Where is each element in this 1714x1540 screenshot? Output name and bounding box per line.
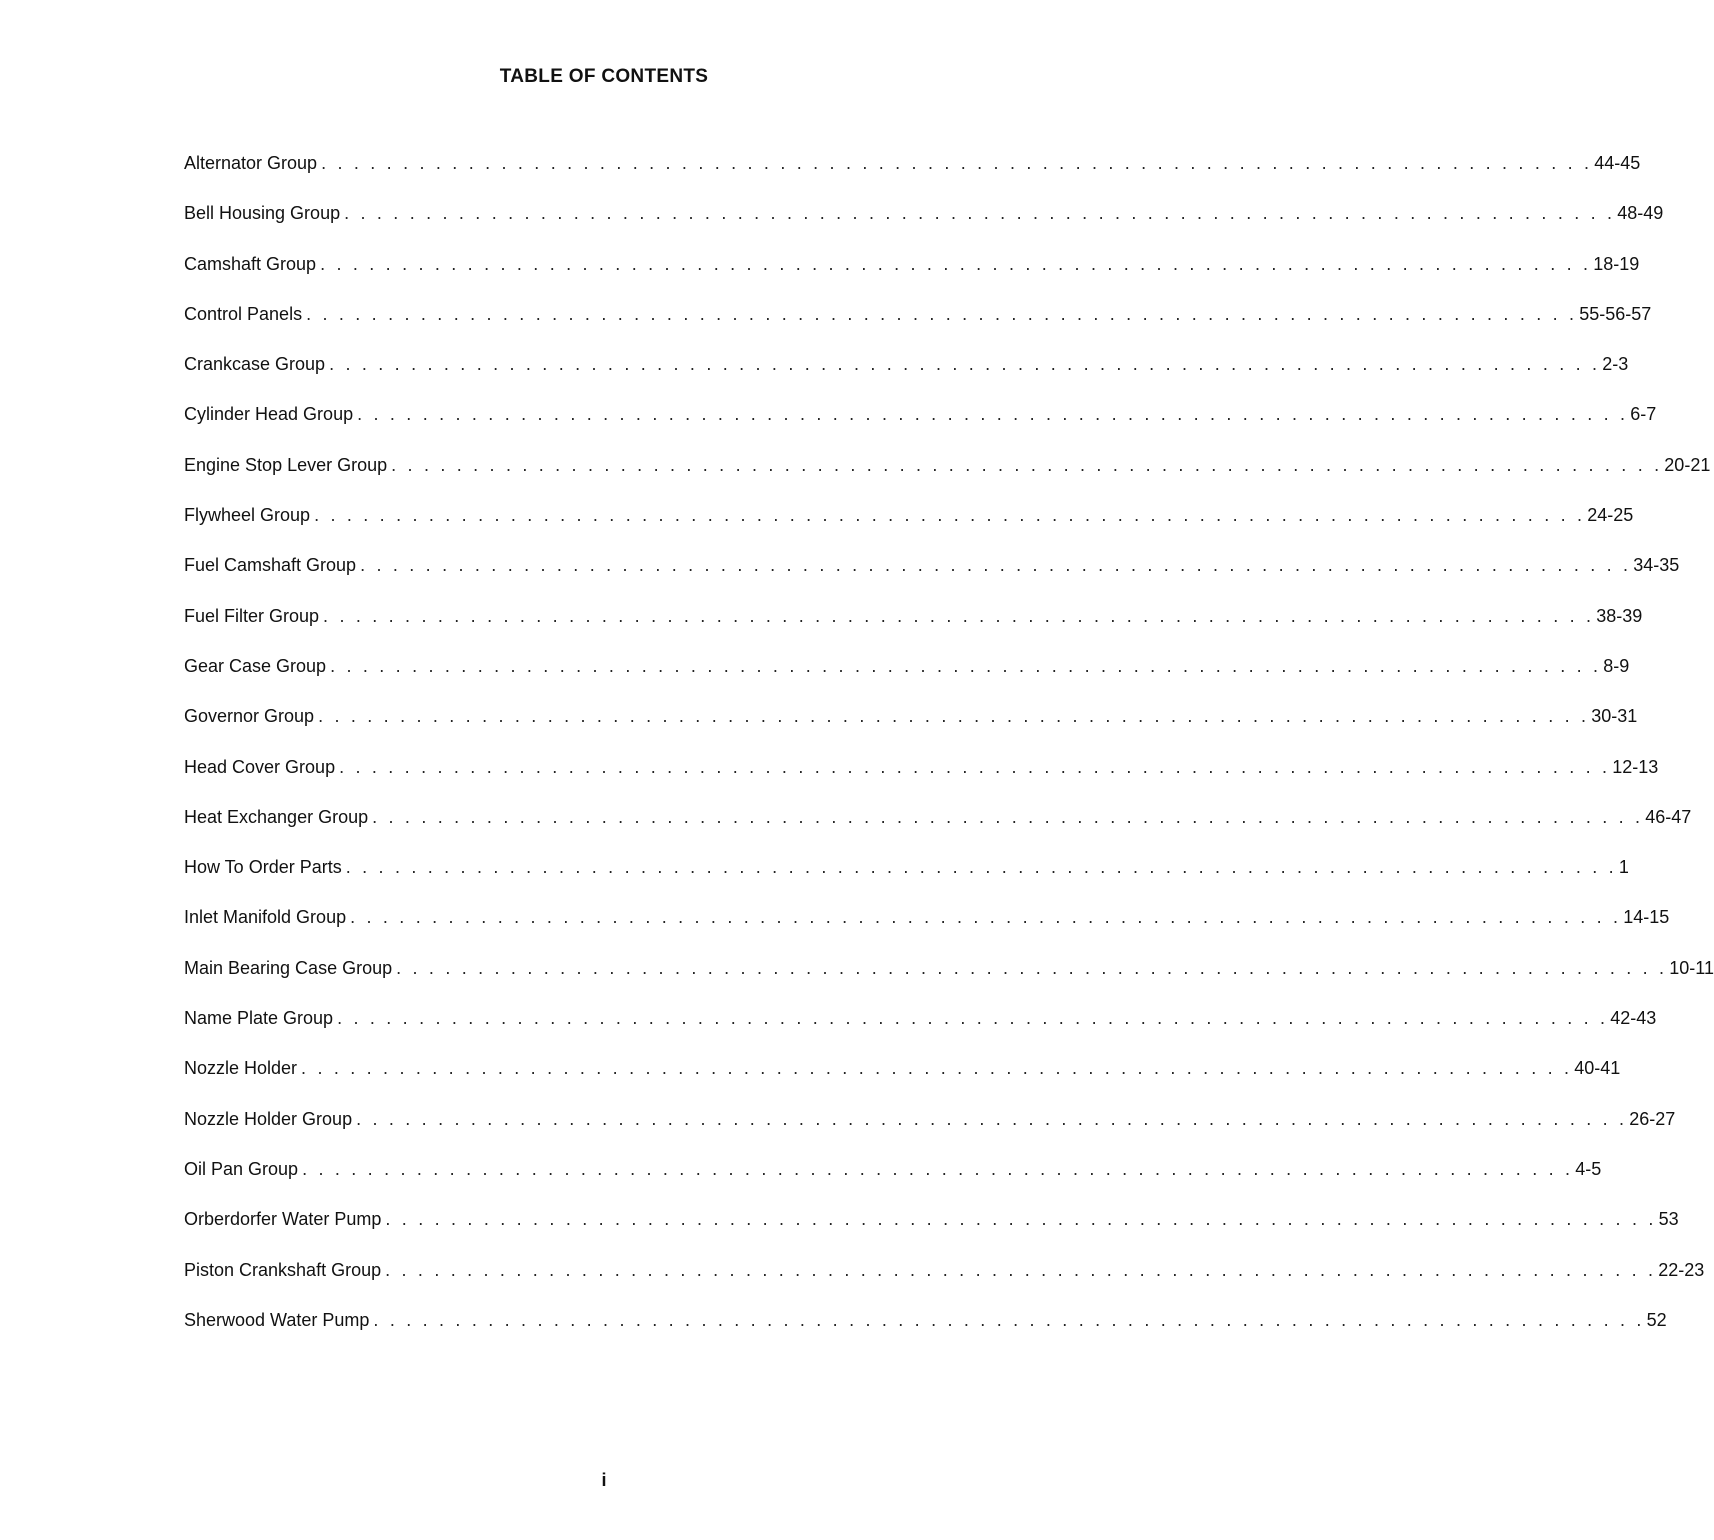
toc-entry	[184, 452, 1711, 502]
toc-entry-page: 24-25	[1587, 505, 1634, 526]
toc-entry-title: Crankcase Group	[184, 354, 326, 375]
dot-leader: . . . . . . . . . . . . . . . . . . . . . . . . . . . . . . . . . . . . . . . . . . . . . . . . . . . . . . . . . . . . . . . . . . . . . . . . . . . . . .	[344, 203, 1616, 224]
toc-entry	[184, 804, 1692, 854]
page-title: TABLE OF CONTENTS	[499, 66, 709, 87]
dot-leader: . . . . . . . . . . . . . . . . . . . . . . . . . . . . . . . . . . . . . . . . . . . . . . . . . . . . . . . . . . . . . . . . . . . . . . . . . . . . . .	[396, 957, 1668, 978]
toc-entry-title: Governor Group	[184, 706, 315, 727]
table-of-contents	[184, 150, 1714, 1357]
dot-leader: . . . . . . . . . . . . . . . . . . . . . . . . . . . . . . . . . . . . . . . . . . . . . . . . . . . . . . . . . . . . . . . . . . . . . . . . . . . . . .	[350, 907, 1622, 928]
dot-leader: . . . . . . . . . . . . . . . . . . . . . . . . . . . . . . . . . . . . . . . . . . . . . . . . . . . . . . . . . . . . . . . . . . . . . . . . . . . . . .	[385, 1259, 1657, 1280]
dot-leader: . . . . . . . . . . . . . . . . . . . . . . . . . . . . . . . . . . . . . . . . . . . . . . . . . . . . . . . . . . . . . . . . . . . . . . . . . . . . . .	[302, 1158, 1574, 1179]
toc-entry-page: 53	[1658, 1209, 1679, 1230]
toc-entry-page: 1	[1618, 857, 1629, 878]
toc-entry-page: 22-23	[1658, 1259, 1705, 1280]
toc-entry-page: 34-35	[1633, 555, 1680, 576]
toc-entry-page: 18-19	[1593, 253, 1640, 274]
toc-entry-title: Nozzle Holder Group	[184, 1108, 353, 1129]
dot-leader: . . . . . . . . . . . . . . . . . . . . . . . . . . . . . . . . . . . . . . . . . . . . . . . . . . . . . . . . . . . . . . . . . . . . . . . . . . . . . .	[320, 253, 1592, 274]
toc-entry-title: Main Bearing Case Group	[184, 957, 393, 978]
toc-entry	[184, 1005, 1657, 1055]
toc-entry	[184, 1106, 1676, 1156]
dot-leader: . . . . . . . . . . . . . . . . . . . . . . . . . . . . . . . . . . . . . . . . . . . . . . . . . . . . . . . . . . . . . . . . . . . . . . . . . . . . . .	[391, 454, 1663, 475]
toc-entry-title: Gear Case Group	[184, 655, 327, 676]
dot-leader: . . . . . . . . . . . . . . . . . . . . . . . . . . . . . . . . . . . . . . . . . . . . . . . . . . . . . . . . . . . . . . . . . . . . . . . . . . . . . .	[330, 655, 1602, 676]
toc-entry-title: Cylinder Head Group	[184, 404, 354, 425]
dot-leader: . . . . . . . . . . . . . . . . . . . . . . . . . . . . . . . . . . . . . . . . . . . . . . . . . . . . . . . . . . . . . . . . . . . . . . . . . . . . . .	[345, 857, 1617, 878]
page-number: i	[601, 1470, 607, 1490]
toc-entry-page: 55-56-57	[1579, 303, 1652, 324]
toc-entry-title: Nozzle Holder	[184, 1058, 298, 1079]
toc-entry	[184, 1055, 1621, 1105]
toc-entry-page: 8-9	[1603, 655, 1630, 676]
toc-entry-page: 40-41	[1574, 1058, 1621, 1079]
toc-entry-title: Flywheel Group	[184, 505, 311, 526]
toc-entry	[184, 754, 1659, 804]
toc-entry	[184, 552, 1680, 602]
dot-leader: . . . . . . . . . . . . . . . . . . . . . . . . . . . . . . . . . . . . . . . . . . . . . . . . . . . . . . . . . . . . . . . . . . . . . . . . . . . . . .	[360, 555, 1632, 576]
toc-entry	[184, 703, 1638, 753]
toc-entry-title: Name Plate Group	[184, 1008, 334, 1029]
dot-leader: . . . . . . . . . . . . . . . . . . . . . . . . . . . . . . . . . . . . . . . . . . . . . . . . . . . . . . . . . . . . . . . . . . . . . . . . . . . . . .	[373, 1309, 1645, 1330]
toc-entry-page: 2-3	[1602, 354, 1629, 375]
dot-leader: . . . . . . . . . . . . . . . . . . . . . . . . . . . . . . . . . . . . . . . . . . . . . . . . . . . . . . . . . . . . . . . . . . . . . . . . . . . . . .	[314, 505, 1586, 526]
toc-entry-page: 14-15	[1623, 907, 1670, 928]
dot-leader: . . . . . . . . . . . . . . . . . . . . . . . . . . . . . . . . . . . . . . . . . . . . . . . . . . . . . . . . . . . . . . . . . . . . . . . . . . . . . .	[357, 404, 1629, 425]
toc-entry	[184, 1206, 1679, 1256]
toc-entry-title: Head Cover Group	[184, 756, 336, 777]
toc-entry-page: 20-21	[1664, 454, 1711, 475]
toc-entry	[184, 904, 1670, 954]
dot-leader: . . . . . . . . . . . . . . . . . . . . . . . . . . . . . . . . . . . . . . . . . . . . . . . . . . . . . . . . . . . . . . . . . . . . . . . . . . . . . .	[372, 806, 1644, 827]
dot-leader: . . . . . . . . . . . . . . . . . . . . . . . . . . . . . . . . . . . . . . . . . . . . . . . . . . . . . . . . . . . . . . . . . . . . . . . . . . . . . .	[318, 706, 1590, 727]
dot-leader: . . . . . . . . . . . . . . . . . . . . . . . . . . . . . . . . . . . . . . . . . . . . . . . . . . . . . . . . . . . . . . . . . . . . . . . . . . . . . .	[329, 354, 1601, 375]
toc-entry	[184, 150, 1641, 200]
dot-leader: . . . . . . . . . . . . . . . . . . . . . . . . . . . . . . . . . . . . . . . . . . . . . . . . . . . . . . . . . . . . . . . . . . . . . . . . . . . . . .	[337, 1008, 1609, 1029]
dot-leader: . . . . . . . . . . . . . . . . . . . . . . . . . . . . . . . . . . . . . . . . . . . . . . . . . . . . . . . . . . . . . . . . . . . . . . . . . . . . . .	[385, 1209, 1657, 1230]
toc-entry	[184, 251, 1640, 301]
toc-entry	[184, 1156, 1602, 1206]
toc-entry-title: Engine Stop Lever Group	[184, 454, 388, 475]
dot-leader: . . . . . . . . . . . . . . . . . . . . . . . . . . . . . . . . . . . . . . . . . . . . . . . . . . . . . . . . . . . . . . . . . . . . . . . . . . . . . .	[323, 605, 1595, 626]
toc-entry	[184, 854, 1629, 904]
dot-leader: . . . . . . . . . . . . . . . . . . . . . . . . . . . . . . . . . . . . . . . . . . . . . . . . . . . . . . . . . . . . . . . . . . . . . . . . . . . . . .	[339, 756, 1611, 777]
toc-entry	[184, 401, 1657, 451]
toc-entry-page: 52	[1646, 1309, 1667, 1330]
toc-entry	[184, 1307, 1667, 1357]
toc-entry-page: 26-27	[1629, 1108, 1676, 1129]
toc-entry-title: Alternator Group	[184, 153, 318, 173]
toc-entry-title: Control Panels	[184, 303, 303, 324]
toc-entry-title: Fuel Filter Group	[184, 605, 320, 626]
toc-entry-title: Bell Housing Group	[184, 203, 341, 224]
toc-entry-title: Heat Exchanger Group	[184, 806, 369, 827]
toc-entry-page: 12-13	[1612, 756, 1659, 777]
toc-entry-title: Sherwood Water Pump	[184, 1309, 370, 1330]
toc-entry-page: 30-31	[1591, 706, 1638, 727]
toc-entry-page: 46-47	[1645, 806, 1692, 827]
toc-entry-title: Oil Pan Group	[184, 1158, 299, 1179]
dot-leader: . . . . . . . . . . . . . . . . . . . . . . . . . . . . . . . . . . . . . . . . . . . . . . . . . . . . . . . . . . . . . . . . . . . . . . . . . . . . . .	[301, 1058, 1573, 1079]
toc-entry-title: Camshaft Group	[184, 253, 317, 274]
dot-leader: . . . . . . . . . . . . . . . . . . . . . . . . . . . . . . . . . . . . . . . . . . . . . . . . . . . . . . . . . . . . . . . . . . . . . . . . . . . . . .	[306, 303, 1578, 324]
toc-entry-page: 38-39	[1596, 605, 1643, 626]
toc-entry-title: Piston Crankshaft Group	[184, 1259, 382, 1280]
toc-entry	[184, 603, 1643, 653]
toc-entry	[184, 955, 1714, 1005]
toc-entry-page: 44-45	[1594, 153, 1641, 173]
toc-entry-page: 6-7	[1630, 404, 1657, 425]
toc-entry-page: 42-43	[1610, 1008, 1657, 1029]
toc-entry-page: 4-5	[1575, 1158, 1602, 1179]
toc-entry	[184, 200, 1664, 250]
toc-entry-page: 10-11	[1669, 957, 1714, 978]
toc-entry	[184, 502, 1634, 552]
toc-entry-page: 48-49	[1617, 203, 1664, 224]
dot-leader: . . . . . . . . . . . . . . . . . . . . . . . . . . . . . . . . . . . . . . . . . . . . . . . . . . . . . . . . . . . . . . . . . . . . . . . . . . . . . .	[321, 153, 1593, 173]
toc-entry-title: Orberdorfer Water Pump	[184, 1209, 382, 1230]
toc-entry	[184, 351, 1629, 401]
toc-entry	[184, 653, 1630, 703]
toc-entry-title: Fuel Camshaft Group	[184, 555, 357, 576]
toc-entry-title: How To Order Parts	[184, 857, 342, 878]
toc-entry-title: Inlet Manifold Group	[184, 907, 347, 928]
toc-entry	[184, 1257, 1705, 1307]
dot-leader: . . . . . . . . . . . . . . . . . . . . . . . . . . . . . . . . . . . . . . . . . . . . . . . . . . . . . . . . . . . . . . . . . . . . . . . . . . . . . .	[356, 1108, 1628, 1129]
toc-entry	[184, 301, 1652, 351]
